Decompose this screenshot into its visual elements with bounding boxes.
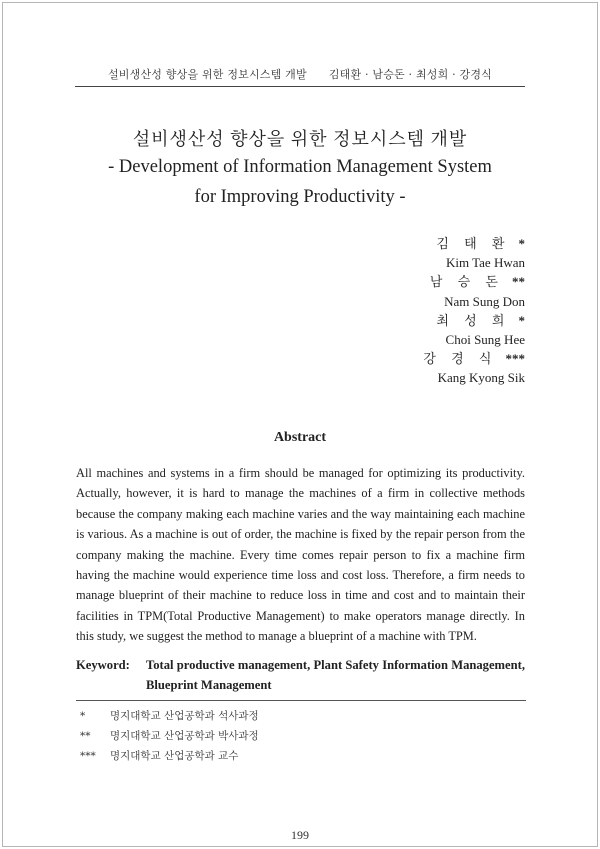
author-english-name: Kim Tae Hwan bbox=[446, 255, 525, 271]
author-english-name: Kang Kyong Sik bbox=[437, 370, 525, 386]
running-header bbox=[75, 66, 525, 82]
abstract-body: All machines and systems in a firm should be managed for optimizing its productivity. Actually, however, it is hard to manage the machines of a firm in collective methods because the company making each machine varies and the way maintaining each machine is various. As a machine is out of order, the machine is fixed by the repair person from the company making the machine. Every time comes repair person to fix a machine firm having the machine would experience time loss and cost loss. Therefore, a firm needs to manage blueprint of their machine to reduce loss in time and cost and to maintain their facilities in TPM(Total Productive Management) to make operators manage directly. In this study, we suggest the method to manage a blueprint of a machine with TPM. bbox=[76, 466, 525, 644]
keyword-section bbox=[76, 655, 525, 695]
author-affiliation-mark: * bbox=[518, 236, 525, 251]
running-header-title: 설비생산성 향상을 위한 정보시스템 개발 bbox=[107, 68, 307, 81]
footnote-text: 명지대학교 산업공학과 박사과정 bbox=[110, 730, 259, 742]
page-number: 199 bbox=[291, 828, 309, 842]
running-header-authors: 김태환 · 남승돈 · 최성희 · 강경식 bbox=[328, 68, 492, 81]
footnote-item bbox=[80, 746, 259, 766]
author-affiliation-mark: ** bbox=[512, 274, 525, 290]
paper-title bbox=[40, 126, 560, 212]
author-affiliation-mark: * bbox=[518, 312, 525, 328]
footnote-mark: ** bbox=[80, 730, 91, 742]
author-korean-name: 남 승 돈 ** bbox=[429, 274, 525, 290]
footnote-text: 명지대학교 산업공학과 교수 bbox=[110, 750, 239, 762]
footnote-rule bbox=[76, 700, 526, 701]
author-english-name: Nam Sung Don bbox=[444, 293, 525, 309]
footnote-item bbox=[80, 726, 259, 746]
author-korean-name: 강 경 식 *** bbox=[423, 351, 525, 367]
author-korean-name: 최 성 희 * bbox=[436, 312, 525, 328]
footnote-item bbox=[80, 706, 259, 726]
title-english-line1: - Development of Information Management System bbox=[108, 157, 492, 177]
footnotes bbox=[80, 706, 259, 766]
abstract-heading: Abstract bbox=[273, 430, 327, 445]
title-korean: 설비생산성 향상을 위한 정보시스템 개발 bbox=[132, 129, 468, 149]
author-list bbox=[423, 234, 525, 388]
author-korean-name: 김 태 환 * bbox=[436, 236, 525, 251]
keyword-label: Keyword: bbox=[76, 658, 130, 672]
author-affiliation-mark: *** bbox=[505, 351, 525, 367]
keyword-text: Total productive management, Plant Safety Information Management, Blueprint Management bbox=[146, 658, 525, 692]
header-rule bbox=[75, 86, 525, 87]
footnote-text: 명지대학교 산업공학과 석사과정 bbox=[110, 710, 259, 722]
footnote-mark: *** bbox=[80, 750, 96, 762]
title-english-line2: for Improving Productivity - bbox=[194, 187, 406, 207]
author-english-name: Choi Sung Hee bbox=[445, 332, 525, 348]
footnote-mark: * bbox=[80, 710, 86, 722]
